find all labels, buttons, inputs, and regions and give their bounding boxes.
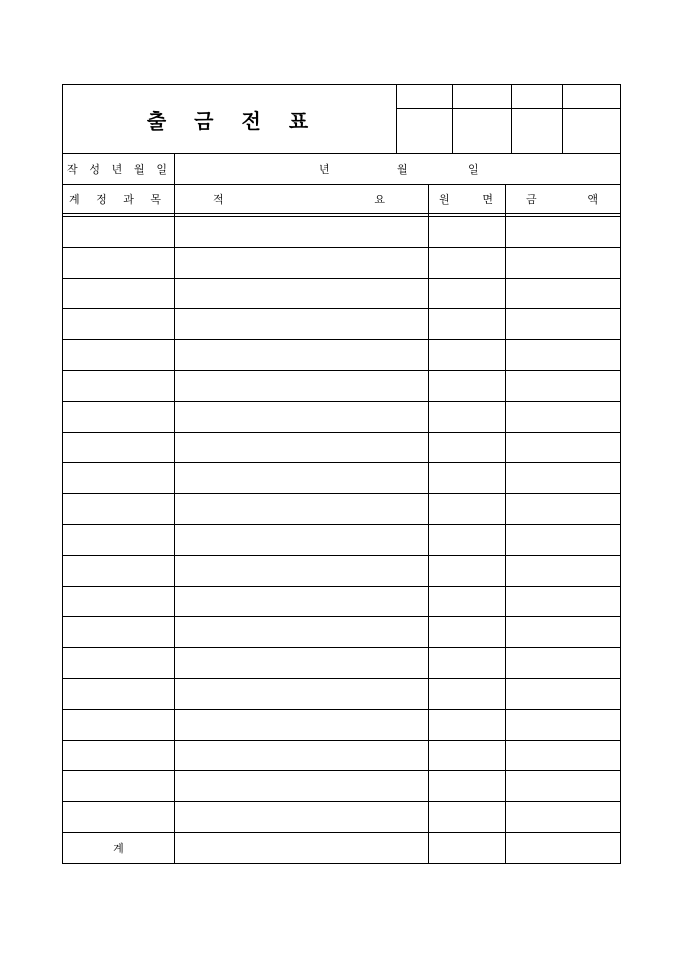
ledger-cell[interactable] [429, 279, 505, 309]
amount-cell[interactable] [506, 463, 620, 493]
amount-header-left: 금 [526, 193, 537, 206]
account-cell[interactable] [63, 371, 174, 401]
disbursement-slip-form [62, 84, 621, 864]
amount-cell[interactable] [506, 679, 620, 709]
amount-cell[interactable] [506, 617, 620, 647]
date-label-char: 작 [67, 163, 78, 176]
ledger-cell[interactable] [429, 494, 505, 524]
summary-cell[interactable] [175, 279, 428, 309]
ledger-cell[interactable] [429, 802, 505, 832]
account-header-char: 계 [69, 193, 80, 206]
summary-cell[interactable] [175, 525, 428, 555]
summary-cell[interactable] [175, 494, 428, 524]
amount-cell[interactable] [506, 309, 620, 339]
account-cell[interactable] [63, 802, 174, 832]
ledger-cell[interactable] [429, 556, 505, 586]
amount-cell[interactable] [506, 771, 620, 801]
ledger-cell[interactable] [429, 617, 505, 647]
ledger-cell[interactable] [429, 433, 505, 463]
amount-cell[interactable] [506, 587, 620, 617]
summary-cell[interactable] [175, 340, 428, 370]
title-char: 금 [194, 108, 218, 133]
account-cell[interactable] [63, 741, 174, 771]
ledger-header-right: 면 [482, 193, 493, 206]
summary-cell[interactable] [175, 371, 428, 401]
total-summary-cell[interactable] [175, 833, 428, 863]
approval-box-2[interactable] [453, 109, 511, 153]
summary-cell[interactable] [175, 617, 428, 647]
amount-cell[interactable] [506, 217, 620, 247]
summary-cell[interactable] [175, 433, 428, 463]
ledger-cell[interactable] [429, 771, 505, 801]
ledger-cell[interactable] [429, 402, 505, 432]
header-double-line-1 [63, 213, 620, 214]
date-month-label: 월 [397, 163, 408, 176]
ledger-cell[interactable] [429, 741, 505, 771]
ledger-cell[interactable] [429, 587, 505, 617]
amount-cell[interactable] [506, 525, 620, 555]
ledger-cell[interactable] [429, 648, 505, 678]
title-char: 전 [241, 108, 265, 133]
approval-box-4[interactable] [563, 109, 620, 153]
account-cell[interactable] [63, 771, 174, 801]
account-cell[interactable] [63, 248, 174, 278]
account-header-char: 과 [123, 193, 134, 206]
account-cell[interactable] [63, 402, 174, 432]
summary-header [213, 185, 385, 213]
row-separator-line [63, 832, 620, 833]
ledger-cell[interactable] [429, 463, 505, 493]
summary-cell[interactable] [175, 248, 428, 278]
account-cell[interactable] [63, 710, 174, 740]
form-title [63, 85, 396, 153]
ledger-cell[interactable] [429, 309, 505, 339]
amount-cell[interactable] [506, 741, 620, 771]
ledger-cell[interactable] [429, 371, 505, 401]
account-header-char: 정 [96, 193, 107, 206]
date-input-area[interactable] [175, 154, 620, 184]
amount-cell[interactable] [506, 556, 620, 586]
ledger-cell[interactable] [429, 248, 505, 278]
amount-cell[interactable] [506, 802, 620, 832]
amount-cell[interactable] [506, 279, 620, 309]
ledger-header [439, 185, 493, 213]
amount-header-right: 액 [587, 193, 598, 206]
summary-cell[interactable] [175, 556, 428, 586]
total-ledger-cell[interactable] [429, 833, 505, 863]
account-cell[interactable] [63, 617, 174, 647]
account-cell[interactable] [63, 525, 174, 555]
account-cell[interactable] [63, 433, 174, 463]
summary-header-right: 요 [374, 193, 385, 206]
account-cell[interactable] [63, 679, 174, 709]
amount-cell[interactable] [506, 371, 620, 401]
account-header-char: 목 [150, 193, 161, 206]
date-row-label [67, 154, 167, 184]
summary-cell[interactable] [175, 679, 428, 709]
summary-cell[interactable] [175, 463, 428, 493]
summary-cell[interactable] [175, 402, 428, 432]
summary-cell[interactable] [175, 309, 428, 339]
amount-cell[interactable] [506, 340, 620, 370]
date-label-char: 월 [133, 163, 145, 176]
account-cell[interactable] [63, 587, 174, 617]
total-label: 계 [113, 842, 124, 855]
summary-cell[interactable] [175, 741, 428, 771]
amount-cell[interactable] [506, 248, 620, 278]
amount-header [526, 185, 598, 213]
date-day-label: 일 [468, 163, 479, 176]
summary-cell[interactable] [175, 217, 428, 247]
date-label-char: 성 [89, 163, 100, 176]
account-cell[interactable] [63, 648, 174, 678]
account-cell[interactable] [63, 279, 174, 309]
amount-cell[interactable] [506, 402, 620, 432]
date-label-char: 년 [111, 163, 123, 176]
account-cell[interactable] [63, 340, 174, 370]
ledger-cell[interactable] [429, 340, 505, 370]
account-cell[interactable] [63, 217, 174, 247]
summary-cell[interactable] [175, 710, 428, 740]
ledger-cell[interactable] [429, 217, 505, 247]
account-cell[interactable] [63, 494, 174, 524]
approval-box-1[interactable] [397, 109, 452, 153]
amount-cell[interactable] [506, 710, 620, 740]
ledger-cell[interactable] [429, 679, 505, 709]
account-cell[interactable] [63, 463, 174, 493]
amount-cell[interactable] [506, 494, 620, 524]
approval-box-3[interactable] [512, 109, 562, 153]
account-cell[interactable] [63, 556, 174, 586]
summary-header-left: 적 [213, 193, 224, 206]
title-char: 출 [146, 108, 171, 133]
title-char: 표 [288, 108, 313, 133]
amount-cell[interactable] [506, 648, 620, 678]
summary-cell[interactable] [175, 802, 428, 832]
date-year-label: 년 [319, 163, 330, 176]
ledger-header-left: 원 [439, 193, 450, 206]
summary-cell[interactable] [175, 587, 428, 617]
account-header [69, 185, 161, 213]
total-amount-cell[interactable] [506, 833, 620, 863]
ledger-cell[interactable] [429, 710, 505, 740]
date-label-char: 일 [156, 163, 167, 176]
summary-cell[interactable] [175, 771, 428, 801]
summary-cell[interactable] [175, 648, 428, 678]
account-cell[interactable] [63, 309, 174, 339]
ledger-cell[interactable] [429, 525, 505, 555]
amount-cell[interactable] [506, 433, 620, 463]
